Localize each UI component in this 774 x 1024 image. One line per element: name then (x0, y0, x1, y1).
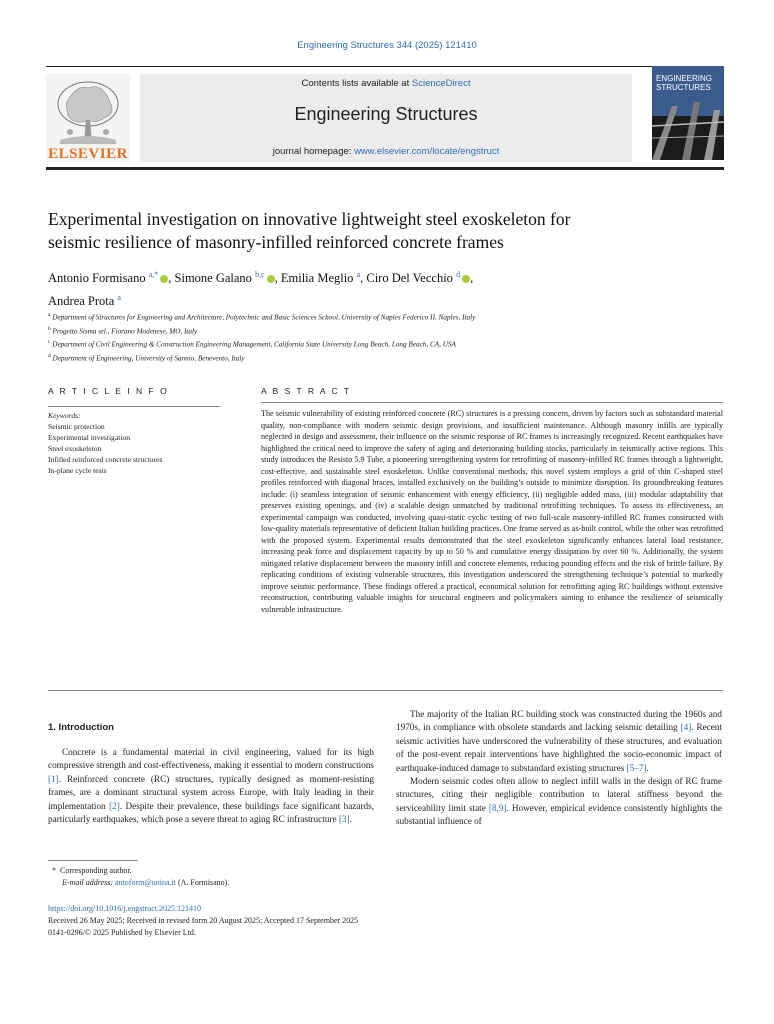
citation-link[interactable]: [1] (48, 773, 59, 784)
homepage-line (140, 146, 632, 157)
paragraph-text: Modern seismic codes often allow to neglect infill walls in the design of RC frame structures, citing their negligible contribution to lateral stiffness beyond the serviceability limit state (396, 776, 722, 813)
keyword-item: Infilled reinforced concrete structures (48, 455, 163, 464)
citation-link[interactable]: [2] (109, 800, 120, 811)
affiliation-sup: c (48, 339, 51, 346)
article-info-label: A R T I C L E I N F O (48, 386, 169, 396)
article-title (48, 208, 688, 254)
cover-title-line-1: ENGINEERING (656, 74, 713, 83)
author-affil-sup[interactable]: d (456, 270, 461, 279)
affiliations (48, 310, 728, 364)
abstract-text: The seismic vulnerability of existing reinforced concrete (RC) structures is a pressing concern, driven by factors such as substandard material quality, non-compliance with modern seismic design provisions, and insufficient maintenance. Although masonry infills are typically neglected in design and assessment, their influence on the seismic response of RC frames is increasingly recognized. Recent earthquakes have highlighted the critical need to improve the safety of aging and deteriorating building stocks, particularly in seismically active regions. This study introduces the Resisto 5.9 Tube, a pioneering strengthening system for retrofitting of masonry-infilled RC frames through a lightweight, cost-effective, and sustainable steel exoskeleton. Unlike conventional methods, this novel system employs a grid of thin C-shaped steel profiles reinforced with diagonal braces, installed exclusively on the building’s outside to minimize disruption. Its groundbreaking features include: (i) seamless integration of seismic enhancement with energy efficiency, (ii) negligible added mass, (iii) modular adaptability that preserves existing openings, and (iv) a scalable design unmatched by traditional retrofitting techniques. To assess its effectiveness, an experimental campaign was conducted, involving quasi-static cyclic testing of two full-scale masonry-infilled RC frames constructed with low-quality materials representative of deficient Italian building practices. One frame served as as-built control, while the other was retrofitted with the proposed system. Experimental results demonstrated that the steel exoskeleton significantly enhances lateral load resistance, increasing peak force and displacement capacity by up to 50 % and cumulative energy dissipation by over 60 %. Additionally, the system mitigated relative displacement between the masonry infill and concrete elements, reducing pounding effects and the risk of brittle failure. By replicating conditions of existing vulnerable structures, this investigation underscored the strengthening technique’s potential to markedly improve seismic performance. These findings offered a practical, economical solution for retrofitting aging RC buildings without extensive reconstruction, contributing valuable insights for structural engineers and policymakers aiming to enhance the resilience of seismically vulnerable infrastructure. (261, 409, 723, 614)
homepage-prefix: journal homepage: (272, 146, 355, 157)
paragraph-text: . Recent seismic activities have underscored the vulnerability of these structures, and evaluation of the post-event repair interventions have highlighted the socio-economic impact of earthquake-induced damage to substandard existing structures (396, 722, 723, 773)
introduction-heading: 1. Introduction (48, 722, 114, 733)
author-affil-sup[interactable]: a,* (148, 270, 159, 279)
citation-link[interactable]: [3] (338, 814, 350, 825)
received-dates: Received 26 May 2025; Received in revised form 20 August 2025; Accepted 17 September 2025 (48, 916, 359, 925)
body-column-right (396, 708, 722, 829)
email-note (48, 877, 388, 889)
intro-paragraph (48, 746, 374, 826)
author-name[interactable]: Ciro Del Vecchio (366, 271, 453, 286)
affiliation-sup: a (48, 312, 51, 318)
elsevier-wordmark: ELSEVIER (48, 146, 128, 162)
author-name[interactable]: Simone Galano (174, 271, 252, 286)
cover-title (656, 74, 712, 92)
abstract-label: A B S T R A C T (261, 386, 352, 396)
corresponding-author-note (48, 865, 388, 877)
keyword-item: In-plane cycle tests (48, 466, 107, 475)
contents-line (140, 78, 632, 89)
affiliation-text: Department of Engineering, University of Sannio, Benevento, Italy (52, 354, 245, 363)
author-name[interactable]: Emilia Meglio (280, 271, 354, 286)
intro-paragraph (396, 708, 722, 775)
email-label: E-mail address: (62, 878, 116, 887)
email-suffix: (A. Formisano). (175, 878, 230, 887)
orcid-icon[interactable] (267, 275, 275, 283)
corresponding-author-text: Corresponding author. (60, 866, 132, 875)
affiliation-text: Department of Civil Engineering & Construction Engineering Management, California State University Long Beach, Long Beach, CA, USA (52, 340, 456, 349)
paragraph-text: . However, empirical evidence consistently highlights the substantial influence of (396, 802, 723, 827)
author-affil-sup[interactable]: a (356, 270, 361, 279)
citation-link[interactable]: [5–7] (626, 762, 647, 773)
keyword-item: Seismic protection (48, 422, 105, 431)
keyword-item: Steel exoskeleton (48, 444, 102, 453)
citation-link[interactable]: [8,9] (488, 802, 507, 813)
footnote-star: * (52, 866, 56, 875)
keywords-block (48, 410, 228, 476)
keyword-item: Experimental investigation (48, 433, 131, 442)
affiliation-item (48, 310, 728, 324)
paragraph-text: The majority of the Italian RC building stock was constructed during the 1960s and 1970s, in compliance with obsolete standards and lacking seismic detailing (396, 709, 722, 733)
affiliation-item (48, 337, 728, 351)
paragraph-text: Concrete is a fundamental material in civil engineering, valued for its high compressive strength and cost-effectiveness, making it essential to modern constructions (48, 747, 374, 771)
journal-title: Engineering Structures (294, 104, 478, 124)
affiliation-item (48, 324, 728, 338)
affiliation-sup: b (48, 325, 51, 332)
body-column-left (48, 746, 374, 826)
header-bottom-rule (46, 167, 724, 170)
homepage-link[interactable]: www.elsevier.com/locate/engstruct (354, 146, 500, 157)
article-meta (48, 903, 548, 939)
cover-title-line-2: STRUCTURES (656, 83, 711, 92)
copyright-line: 0141-0296/© 2025 Published by Elsevier Ltd. (48, 928, 196, 937)
orcid-icon[interactable] (462, 275, 470, 283)
paragraph-text: . Reinforced concrete (RC) structures, typically designed as moment-resisting frames, are a dominant structural system across Europe, with Italy leading in their implementation (48, 773, 374, 811)
author-name[interactable]: Andrea Prota (48, 294, 115, 309)
affiliation-item (48, 351, 728, 365)
sciencedirect-link[interactable]: ScienceDirect (411, 78, 471, 89)
abstract-rule (261, 402, 723, 403)
author-affil-sup[interactable]: b,c (255, 270, 265, 279)
doi-link[interactable]: https://doi.org/10.1016/j.engstruct.2025.121410 (48, 904, 201, 913)
keywords-label: Keywords: (48, 411, 81, 420)
paragraph-text: . (349, 814, 352, 825)
intro-paragraph (396, 775, 722, 829)
author-list: Antonio Formisano $^{a,*}$ , Simone Galano $^{b,c}$ , Emilia Meglio $^a$, Ciro Del Vecchio $^d$ , Andrea Prota $^a$ (48, 270, 474, 309)
author-affil-sup[interactable]: a (117, 293, 121, 303)
journal-cover-thumbnail[interactable] (652, 66, 724, 160)
footnote-rule (48, 860, 138, 861)
citation-link[interactable]: [4] (680, 722, 692, 733)
orcid-icon[interactable] (160, 275, 168, 283)
journal-reference[interactable]: Engineering Structures 344 (2025) 121410 (297, 40, 477, 51)
article-title-line-1: Experimental investigation on innovative lightweight steel exoskeleton for (48, 209, 571, 229)
contents-prefix: Contents lists available at (301, 78, 412, 89)
affiliation-sup: d (48, 352, 51, 359)
article-info-rule (48, 406, 220, 407)
affiliation-text: Department of Structures for Engineering and Architecture, Polytechnic and Basic Sciences School, University of Naples Federico II, Naples, Italy (52, 313, 476, 322)
footnote (48, 865, 388, 889)
affiliation-text: Progetto Sisma srl., Fiorano Modenese, MO, Italy (52, 326, 198, 335)
paragraph-text: . Despite their prevalence, these buildings face significant hazards, particularly earthquakes, which pose a severe threat to aging RC infrastructure (48, 800, 374, 825)
header-top-rule (46, 66, 724, 67)
author-name[interactable]: Antonio Formisano (48, 271, 146, 286)
email-link[interactable]: antoform@unina.it (115, 878, 176, 887)
paragraph-text: . (646, 762, 649, 773)
abstract-bottom-rule (48, 690, 723, 691)
article-title-line-2: seismic resilience of masonry-infilled reinforced concrete frames (48, 232, 504, 252)
